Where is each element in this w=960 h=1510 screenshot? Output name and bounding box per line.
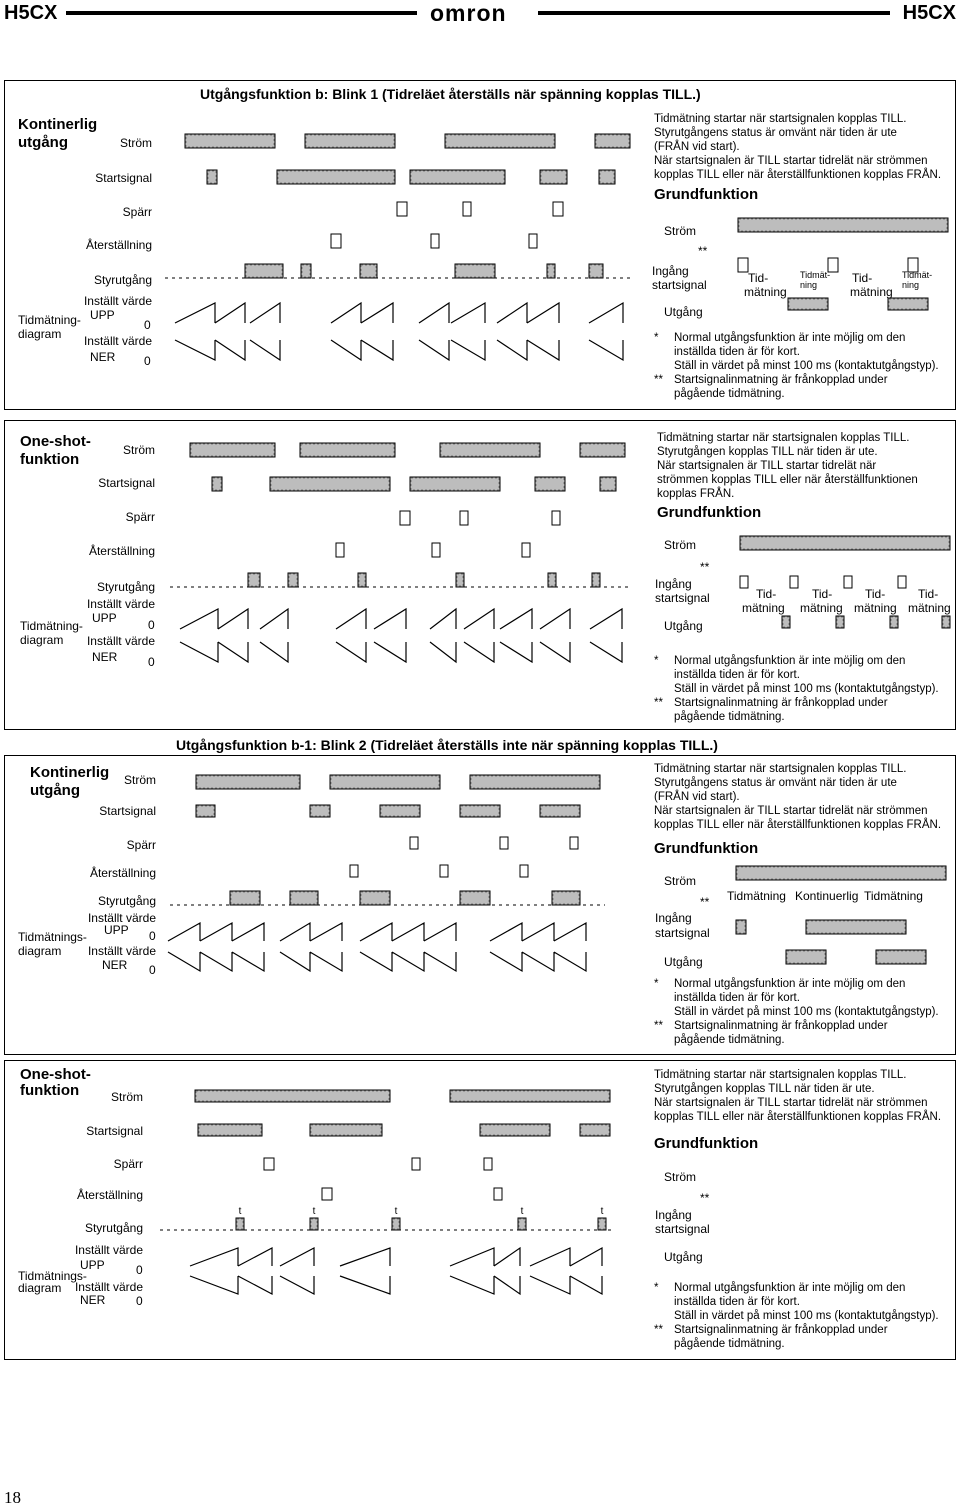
output-signal-pulse	[245, 264, 283, 278]
signal-label-upp: UPP	[80, 1258, 105, 1272]
inhibit-signal-pulse	[552, 511, 560, 525]
timing-label: mätning	[742, 601, 785, 615]
signal-label-ner: NER	[102, 958, 128, 972]
timing-label: Tid-	[852, 271, 873, 285]
output-signal-pulse	[360, 264, 377, 278]
down-count-ramp	[168, 952, 586, 971]
t-label: t	[600, 1206, 604, 1217]
start-signal-pulse	[599, 170, 615, 184]
timing-diagram	[155, 128, 635, 378]
power-signal-pulse	[450, 1090, 610, 1102]
basic-label-utgang: Utgång	[664, 619, 703, 633]
output-signal-pulse	[392, 1218, 400, 1230]
inhibit-signal-pulse	[570, 837, 578, 849]
signal-label-upp: UPP	[90, 308, 115, 322]
basic-start-pulse	[740, 576, 748, 588]
start-signal-pulse	[600, 477, 616, 491]
start-signal-pulse	[460, 805, 500, 817]
timing-label: Kontinuerlig	[795, 889, 859, 903]
start-signal-pulse	[540, 170, 567, 184]
power-signal-pulse	[595, 134, 630, 148]
output-signal-pulse	[455, 264, 495, 278]
power-signal-pulse	[190, 443, 275, 457]
signal-label-ner: NER	[80, 1293, 106, 1307]
timing-label: Tidmätning	[864, 889, 923, 903]
basic-label-utgang: Utgång	[664, 955, 703, 969]
signal-label-setvalue-down: Inställt värde	[74, 1280, 143, 1294]
start-signal-pulse	[535, 477, 565, 491]
signal-label-upp: UPP	[104, 923, 129, 937]
signal-label-setvalue-down: Inställt värde	[83, 334, 152, 348]
header-rule-right	[538, 11, 890, 15]
inhibit-signal-pulse	[397, 202, 407, 216]
mode-label-line2: funktion	[20, 1082, 80, 1099]
basic-power-pulse	[738, 218, 948, 232]
power-signal-pulse	[185, 134, 275, 148]
signal-label-sparr: Spärr	[125, 510, 155, 524]
up-count-ramp	[180, 609, 622, 629]
t-label: t	[312, 1206, 316, 1217]
reset-signal-pulse	[522, 543, 530, 557]
basic-label-strom: Ström	[664, 1170, 697, 1184]
reset-signal-pulse	[529, 234, 537, 248]
basic-label-startsignal: startsignal	[655, 1222, 710, 1236]
timing-label: Tid-	[812, 587, 833, 601]
signal-label-aterstallning: Återställning	[88, 544, 155, 558]
signal-label-setvalue-up: Inställt värde	[74, 1243, 143, 1257]
signal-label-strom: Ström	[122, 443, 155, 457]
inhibit-signal-pulse	[264, 1158, 274, 1170]
diagram-label-line2: diagram	[18, 1281, 62, 1295]
basic-label-ingang: Ingång	[655, 1208, 692, 1222]
description: Tidmätning startar när startsignalen kopplas TILL. Styrutgångens status är omvänt när tiden är ute (FRÅN vid start). När startsignalen är TILL startar tidrelät när strömmen kopplas TILL eller när återställfunktionen kopplas FRÅN.	[654, 113, 942, 181]
power-signal-pulse	[196, 775, 300, 789]
signal-label-setvalue-down: Inställt värde	[87, 944, 156, 958]
signal-label-strom: Ström	[119, 136, 152, 150]
timing-diagram	[150, 1080, 620, 1310]
start-signal-pulse	[310, 805, 330, 817]
signal-label-styrutgang: Styrutgång	[96, 580, 155, 594]
signal-label-styrutgang: Styrutgång	[84, 1221, 143, 1235]
diagram-label-line2: diagram	[18, 944, 62, 958]
signal-label-strom: Ström	[123, 773, 156, 787]
signal-label-strom: Ström	[110, 1090, 143, 1104]
power-signal-pulse	[195, 1090, 390, 1102]
signal-label-ner: NER	[92, 650, 118, 664]
mode-label: Kontinerlig	[30, 764, 110, 781]
output-signal-pulse	[290, 891, 318, 905]
double-star: **	[698, 244, 708, 258]
diagram-label-line2: diagram	[18, 327, 62, 341]
basic-label-strom: Ström	[664, 874, 697, 888]
reset-signal-pulse	[336, 543, 344, 557]
signal-label-sparr: Spärr	[122, 205, 152, 219]
signal-label-startsignal: Startsignal	[99, 804, 156, 818]
timing-label-small: ning	[800, 280, 818, 290]
output-signal-pulse	[460, 891, 490, 905]
up-count-ramp	[190, 1248, 602, 1266]
start-signal-pulse	[580, 1124, 610, 1136]
output-signal-pulse	[589, 264, 603, 278]
basic-start-pulse	[790, 576, 798, 588]
timing-label: Tid-	[865, 587, 886, 601]
signal-label-startsignal: Startsignal	[86, 1124, 143, 1138]
basic-timing-diagram	[730, 528, 956, 638]
basic-output-pulse	[890, 616, 898, 628]
basic-label-utgang: Utgång	[664, 1250, 703, 1264]
basic-label-ingang: Ingång	[655, 911, 692, 925]
inhibit-signal-pulse	[412, 1158, 420, 1170]
signal-label-ner: NER	[90, 350, 116, 364]
power-signal-pulse	[470, 775, 600, 789]
output-signal-pulse	[310, 1218, 318, 1230]
grundfunktion-heading: Grundfunktion	[654, 840, 759, 857]
signal-label-sparr: Spärr	[126, 838, 156, 852]
diagram-label: Tidmätning-	[20, 619, 83, 633]
model-name-right: H5CX	[902, 2, 956, 24]
description: Tidmätning startar när startsignalen kopplas TILL. Styrutgångens status är omvänt när tiden är ute (FRÅN vid start). När startsignalen är TILL startar tidrelät när strömmen kopplas TILL eller när återställfunktionen kopplas FRÅN.	[654, 763, 942, 831]
timing-label: Tid-	[756, 587, 777, 601]
output-signal-pulse	[236, 1218, 244, 1230]
inhibit-signal-pulse	[553, 202, 563, 216]
basic-label-ingang: Ingång	[652, 264, 689, 278]
timing-label: mätning	[850, 285, 893, 299]
diagram-label: Tidmätnings-	[18, 1269, 87, 1283]
diagram-label: Tidmätnings-	[18, 930, 87, 944]
basic-power-pulse	[736, 866, 946, 880]
zero-label: 0	[148, 618, 155, 632]
basic-label-utgang: Utgång	[664, 305, 703, 319]
basic-label-strom: Ström	[664, 224, 697, 238]
output-signal-pulse	[552, 891, 580, 905]
power-signal-pulse	[440, 443, 540, 457]
timing-label: mätning	[744, 285, 787, 299]
basic-label-ingang: Ingång	[655, 577, 692, 591]
basic-start-pulse	[738, 258, 748, 272]
page-header	[0, 0, 960, 28]
inhibit-signal-pulse	[460, 511, 468, 525]
mode-label: Kontinerlig	[18, 116, 98, 133]
start-signal-pulse	[270, 477, 390, 491]
start-signal-pulse	[277, 170, 395, 184]
timing-label: mätning	[800, 601, 843, 615]
timing-diagram	[160, 437, 640, 677]
notes: * Normal utgångsfunktion är inte möjlig om den inställda tiden är för kort. Ställ in värdet på minst 100 ms (kontaktutgångstyp). ** Startsignalinmatning är frånkopplad under pågående tidmätning.	[654, 1282, 939, 1350]
down-count-ramp	[175, 340, 623, 360]
inhibit-signal-pulse	[463, 202, 471, 216]
start-signal-pulse	[380, 805, 420, 817]
inhibit-signal-pulse	[410, 837, 418, 849]
zero-label: 0	[144, 318, 151, 332]
basic-label-startsignal: startsignal	[652, 278, 707, 292]
output-signal-pulse	[518, 1218, 526, 1230]
power-signal-pulse	[300, 443, 395, 457]
signal-label-setvalue-up: Inställt värde	[86, 597, 155, 611]
mode-label: One-shot-	[20, 1066, 91, 1083]
grundfunktion-heading: Grundfunktion	[654, 186, 759, 203]
up-count-ramp	[168, 923, 586, 941]
zero-label: 0	[149, 929, 156, 943]
reset-signal-pulse	[331, 234, 341, 248]
basic-output-pulse	[782, 616, 790, 628]
zero-label: 0	[144, 354, 151, 368]
inhibit-signal-pulse	[484, 1158, 492, 1170]
double-star: **	[700, 560, 710, 574]
start-signal-pulse	[540, 805, 580, 817]
up-count-ramp	[175, 303, 623, 323]
start-signal-pulse	[480, 1124, 550, 1136]
power-signal-pulse	[330, 775, 440, 789]
zero-label: 0	[149, 963, 156, 977]
mode-label-line2: utgång	[30, 782, 80, 799]
basic-output-pulse	[836, 616, 844, 628]
notes: * Normal utgångsfunktion är inte möjlig om den inställda tiden är för kort. Ställ in värdet på minst 100 ms (kontaktutgångstyp). ** Startsignalinmatning är frånkopplad under pågående tidmätning.	[654, 978, 939, 1046]
section-b1-title: Utgångsfunktion b-1: Blink 2 (Tidreläet återställs inte när spänning kopplas TILL.)	[176, 737, 718, 753]
mode-label: One-shot-	[20, 433, 91, 450]
start-signal-pulse	[410, 170, 505, 184]
mode-label-line2: utgång	[18, 134, 68, 151]
signal-label-aterstallning: Återställning	[76, 1188, 143, 1202]
reset-signal-pulse	[520, 865, 528, 877]
timing-diagram	[160, 765, 610, 980]
notes: * Normal utgångsfunktion är inte möjlig om den inställda tiden är för kort. Ställ in värdet på minst 100 ms (kontaktutgångstyp). ** Startsignalinmatning är frånkopplad under pågående tidmätning.	[654, 332, 939, 400]
signal-label-startsignal: Startsignal	[98, 476, 155, 490]
power-signal-pulse	[305, 134, 395, 148]
basic-output-pulse	[888, 298, 928, 310]
timing-label: Tid-	[748, 271, 769, 285]
reset-signal-pulse	[432, 543, 440, 557]
power-signal-pulse	[445, 134, 555, 148]
reset-signal-pulse	[440, 865, 448, 877]
description: Tidmätning startar när startsignalen kopplas TILL. Styrutgången kopplas TILL när tiden är ute. När startsignalen är TILL startar tidrelät när strömmen kopplas TILL eller när återställfunktionen kopplas FRÅN.	[657, 432, 918, 500]
model-name-left: H5CX	[4, 2, 58, 24]
basic-timing-diagram	[728, 210, 956, 320]
reset-signal-pulse	[431, 234, 439, 248]
basic-output-pulse	[788, 298, 828, 310]
inhibit-signal-pulse	[500, 837, 508, 849]
signal-label-setvalue-down: Inställt värde	[86, 634, 155, 648]
basic-power-pulse	[740, 536, 950, 550]
output-signal-pulse	[230, 891, 260, 905]
reset-signal-pulse	[494, 1188, 502, 1200]
brand-logo: omron	[430, 0, 507, 26]
mode-label-line2: funktion	[20, 451, 80, 468]
grundfunktion-heading: Grundfunktion	[657, 504, 762, 521]
reset-signal-pulse	[322, 1188, 332, 1200]
diagram-label: Tidmätning-	[18, 313, 81, 327]
header-rule-left	[66, 11, 417, 15]
signal-label-sparr: Spärr	[113, 1157, 143, 1171]
timing-label-small: Tidmät-	[800, 270, 831, 280]
zero-label: 0	[148, 655, 155, 669]
basic-label-strom: Ström	[664, 538, 697, 552]
basic-timing-diagram	[726, 862, 954, 972]
basic-start-pulse	[844, 576, 852, 588]
page-number: 18	[4, 1488, 21, 1507]
down-count-ramp	[190, 1276, 602, 1294]
basic-label-startsignal: startsignal	[655, 926, 710, 940]
start-signal-pulse	[196, 805, 215, 817]
output-signal-pulse	[598, 1218, 606, 1230]
section-b-title: Utgångsfunktion b: Blink 1 (Tidreläet återställs när spänning kopplas TILL.)	[200, 86, 701, 102]
basic-start-pulse	[898, 576, 906, 588]
start-signal-pulse	[410, 477, 500, 491]
double-star: **	[700, 895, 710, 909]
signal-label-aterstallning: Återställning	[89, 866, 156, 880]
double-star: **	[700, 1191, 710, 1205]
power-signal-pulse	[580, 443, 625, 457]
basic-output-pulse	[876, 950, 926, 964]
t-label: t	[520, 1206, 524, 1217]
description: Tidmätning startar när startsignalen kopplas TILL. Styrutgången kopplas TILL när tiden är ute. När startsignalen är TILL startar tidrelät när strömmen kopplas TILL eller när återställfunktionen kopplas FRÅN.	[654, 1069, 942, 1123]
signal-label-setvalue-up: Inställt värde	[83, 294, 152, 308]
output-signal-pulse	[360, 891, 390, 905]
timing-label-small: ning	[902, 280, 920, 290]
signal-label-styrutgang: Styrutgång	[97, 894, 156, 908]
down-count-ramp	[180, 642, 622, 662]
timing-label: Tid-	[918, 587, 939, 601]
basic-label-startsignal: startsignal	[655, 591, 710, 605]
zero-label: 0	[136, 1263, 143, 1277]
signal-label-upp: UPP	[92, 611, 117, 625]
basic-output-pulse	[942, 616, 950, 628]
start-signal-pulse	[198, 1124, 262, 1136]
t-label: t	[394, 1206, 398, 1217]
inhibit-signal-pulse	[400, 511, 410, 525]
timing-label: mätning	[854, 601, 897, 615]
basic-start-pulse	[806, 920, 906, 934]
output-signal-pulse	[248, 573, 260, 587]
timing-label: mätning	[908, 601, 951, 615]
t-label: t	[238, 1206, 242, 1217]
zero-label: 0	[136, 1294, 143, 1308]
signal-label-setvalue-up: Inställt värde	[87, 911, 156, 925]
timing-label-small: Tidmät-	[902, 270, 933, 280]
signal-label-styrutgang: Styrutgång	[93, 273, 152, 287]
notes: * Normal utgångsfunktion är inte möjlig om den inställda tiden är för kort. Ställ in värdet på minst 100 ms (kontaktutgångstyp). ** Startsignalinmatning är frånkopplad under pågående tidmätning.	[654, 655, 939, 723]
grundfunktion-heading: Grundfunktion	[654, 1135, 759, 1152]
reset-signal-pulse	[350, 865, 358, 877]
signal-label-aterstallning: Återställning	[85, 238, 152, 252]
basic-output-pulse	[786, 950, 826, 964]
diagram-label-line2: diagram	[20, 633, 64, 647]
timing-label: Tidmätning	[727, 889, 786, 903]
signal-label-startsignal: Startsignal	[95, 171, 152, 185]
start-signal-pulse	[310, 1124, 382, 1136]
